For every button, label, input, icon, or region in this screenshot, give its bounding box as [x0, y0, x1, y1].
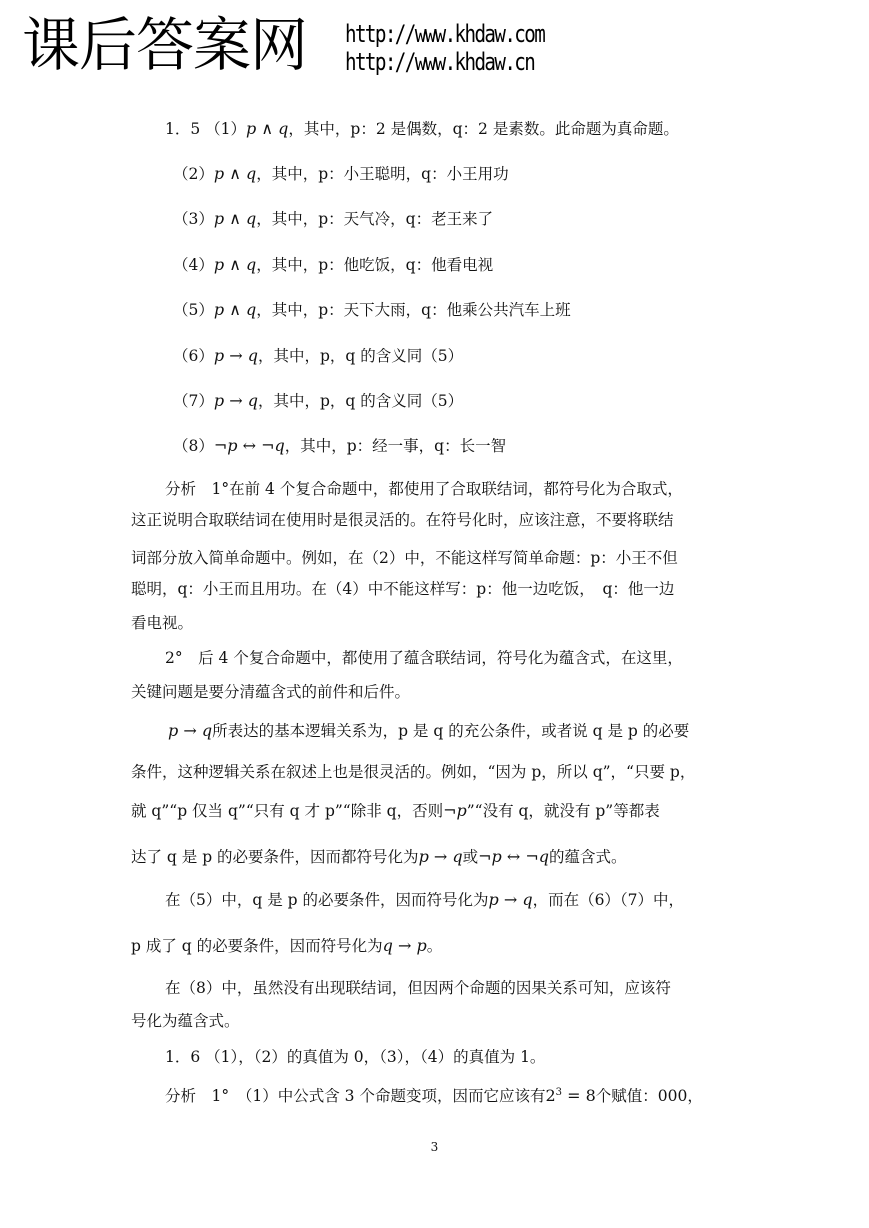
- para3-line-2: 条件，这种逻辑关系在叙述上也是很灵活的。例如，“因为 p，所以 q”，“只要 p，: [131, 763, 696, 781]
- para3-line-1: p → q所表达的基本逻辑关系为，p 是 q 的充公条件，或者说 q 是 p 的必要: [168, 721, 690, 740]
- para1-line: 词部分放入简单命题中。例如，在（2）中，不能这样写简单命题：p：小王不但: [131, 549, 678, 567]
- formula: p → q: [168, 721, 213, 740]
- formula-rest: = 8: [562, 1086, 596, 1105]
- formula: p ∧ q: [213, 164, 257, 183]
- para1-line: 这正说明合取联结词在使用时是很灵活的。在符号化时，应该注意，不要将联结: [131, 511, 674, 529]
- formula: p ∧ q: [213, 209, 257, 228]
- formula: ¬p ↔ ¬q: [478, 847, 550, 866]
- header-url-com[interactable]: http://www.khdaw.com: [345, 20, 545, 48]
- analysis-last-line: 分析 1° （1）中公式含 3 个命题变项，因而它应该有$2^3 = 8$个赋值：000，: [165, 1086, 703, 1105]
- formula: q → p: [382, 936, 427, 955]
- para1-line: 分析 1°在前 4 个复合命题中，都使用了合取联结词，都符号化为合取式，: [165, 480, 683, 498]
- formula: p → q: [418, 847, 463, 866]
- answer-line-4: （4）p ∧ q，其中，p：他吃饭，q：他看电视: [173, 255, 494, 274]
- para1-line: 聪明，q：小王而且用功。在（4）中不能这样写：p：他一边吃饭， q：他一边: [131, 580, 675, 598]
- answer-line-1-6: 1．6 （1），（2）的真值为 0，（3），（4）的真值为 1。: [165, 1048, 546, 1066]
- formula: p ∧ q: [213, 300, 257, 319]
- para3-line-3: 就 q”“p 仅当 q”“只有 q 才 p”“除非 q，否则¬p”“没有 q，就没有 p”等都表: [131, 801, 660, 820]
- para5-line: 号化为蕴含式。: [131, 1012, 240, 1030]
- logo: 课后答案网: [22, 11, 308, 79]
- para5-line: 在（8）中，虽然没有出现联结词，但因两个命题的因果关系可知，应该符: [165, 979, 671, 997]
- answer-line-7: （7）p → q，其中，p，q 的含义同（5）: [173, 391, 464, 410]
- answer-line-5: （5）p ∧ q，其中，p：天下大雨，q：他乘公共汽车上班: [173, 300, 571, 319]
- para2-line: 关键问题是要分清蕴含式的前件和后件。: [131, 683, 411, 701]
- page-number: 3: [430, 1140, 439, 1154]
- answer-line-2: （2）p ∧ q，其中，p：小王聪明，q：小王用功: [173, 164, 509, 183]
- formula-exponent: 3: [555, 1086, 563, 1098]
- formula-base: 2: [545, 1086, 556, 1105]
- header-url-cn[interactable]: http://www.khdaw.cn: [345, 48, 535, 76]
- formula: p → q: [488, 890, 533, 909]
- para1-line: 看电视。: [131, 614, 194, 632]
- answer-line-1-5: 1．5 （1）p ∧ q，其中，p：2 是偶数，q：2 是素数。此命题为真命题。: [165, 119, 679, 138]
- formula: p ∧ q: [246, 119, 289, 138]
- para2-line: 2° 后 4 个复合命题中，都使用了蕴含联结词，符号化为蕴含式，在这里，: [165, 649, 683, 667]
- formula: ¬p: [443, 801, 467, 820]
- para3-line-4: 达了 q 是 p 的必要条件，因而都符号化为p → q或¬p ↔ ¬q的蕴含式。: [131, 847, 627, 866]
- formula: p → q: [213, 346, 258, 365]
- para4-line-2: p 成了 q 的必要条件，因而符号化为q → p。: [131, 936, 443, 955]
- answer-line-8: （8）¬p ↔ ¬q，其中，p：经一事，q：长一智: [173, 436, 507, 455]
- para4-line-1: 在（5）中，q 是 p 的必要条件，因而符号化为p → q，而在（6）（7）中，: [165, 890, 685, 909]
- formula: p ∧ q: [213, 255, 257, 274]
- answer-line-3: （3）p ∧ q，其中，p：天气冷，q：老王来了: [173, 209, 494, 228]
- formula: ¬p ↔ ¬q: [213, 436, 285, 455]
- formula: p → q: [213, 391, 258, 410]
- answer-line-6: （6）p → q，其中，p，q 的含义同（5）: [173, 346, 464, 365]
